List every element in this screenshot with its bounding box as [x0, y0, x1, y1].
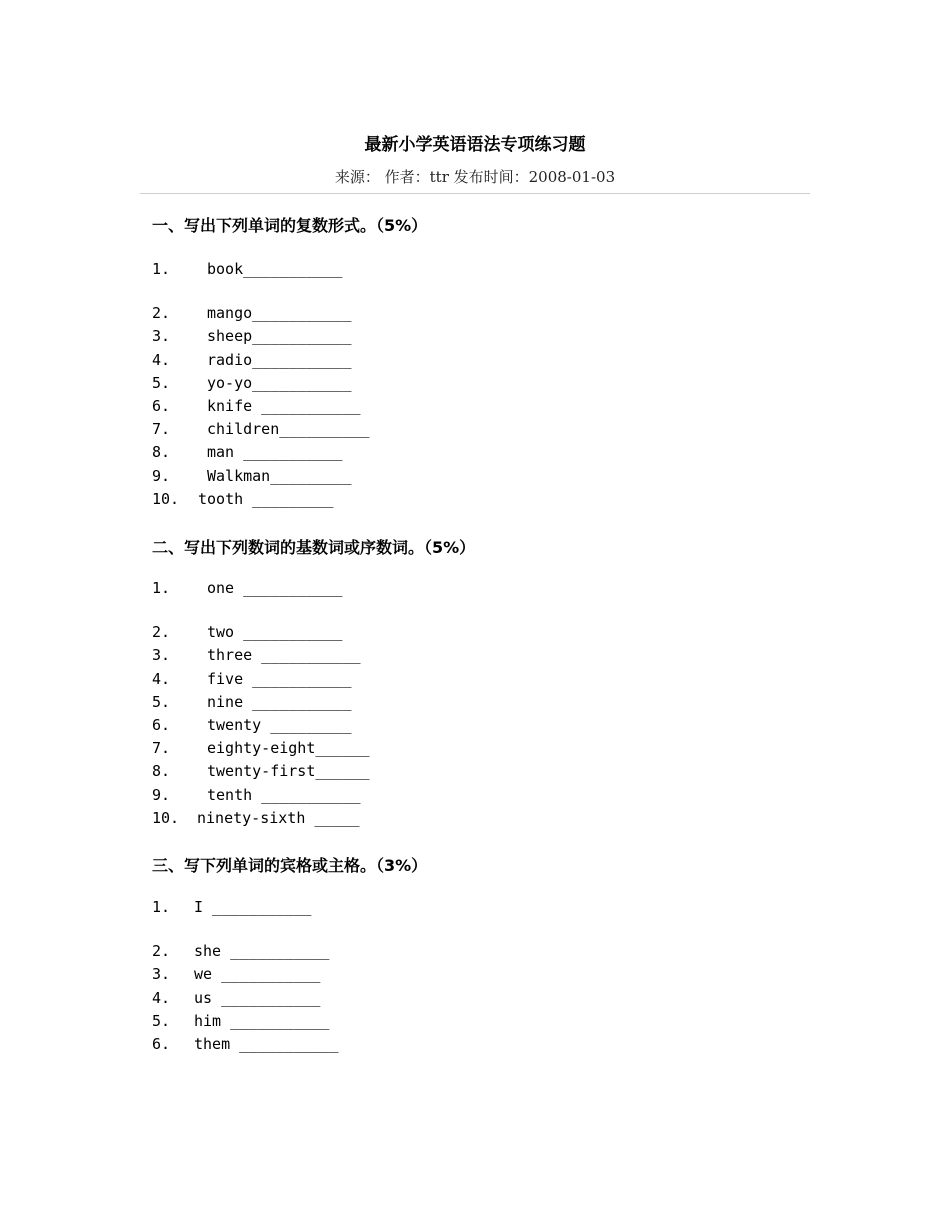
- item-number: 6.: [152, 715, 171, 734]
- item-word: book___________: [207, 260, 343, 278]
- item-number: 1.: [152, 579, 171, 597]
- item-number: 4.: [152, 350, 171, 369]
- item-word: knife ___________: [207, 396, 361, 415]
- item-number: 5.: [152, 1011, 171, 1030]
- item-word: we ___________: [194, 965, 321, 984]
- item-number: 2.: [152, 942, 171, 961]
- item-word: she ___________: [194, 942, 330, 961]
- header-divider: [140, 193, 810, 194]
- item-word: children__________: [207, 420, 370, 439]
- item-number: 4.: [152, 669, 171, 688]
- item-word: twenty-first______: [207, 762, 370, 781]
- item-number: 3.: [152, 327, 171, 346]
- item-number: 3.: [152, 965, 171, 984]
- item-number: 2.: [152, 623, 171, 642]
- item-number: 6.: [152, 1034, 171, 1053]
- item-number: 5.: [152, 692, 171, 711]
- item-word: them ___________: [194, 1034, 339, 1053]
- item-number: 1.: [152, 260, 171, 278]
- item-word: one ___________: [207, 579, 343, 597]
- item-word: nine ___________: [207, 692, 352, 711]
- item-word: him ___________: [194, 1011, 330, 1030]
- item-word: us ___________: [194, 988, 321, 1007]
- item-word: ninety-sixth _____: [197, 808, 360, 827]
- item-word: twenty _________: [207, 715, 352, 734]
- item-word: I ___________: [194, 898, 312, 916]
- item-word: five ___________: [207, 669, 352, 688]
- item-number: 1.: [152, 898, 171, 916]
- item-word: man ___________: [207, 443, 343, 462]
- item-word: tooth _________: [198, 489, 334, 508]
- item-number: 2.: [152, 304, 171, 323]
- item-word: tenth ___________: [207, 785, 361, 804]
- item-number: 8.: [152, 443, 171, 462]
- item-number: 7.: [152, 420, 171, 439]
- item-number: 4.: [152, 988, 171, 1007]
- item-word: two ___________: [207, 623, 343, 642]
- document-meta: 来源： 作者：ttr 发布时间：2008-01-03: [334, 168, 616, 186]
- item-number: 10.: [152, 489, 180, 508]
- item-number: 8.: [152, 762, 171, 781]
- section-1-heading: 一、写出下列单词的复数形式。（5%）: [152, 216, 428, 235]
- item-number: 10.: [152, 808, 180, 827]
- item-number: 6.: [152, 396, 171, 415]
- item-number: 5.: [152, 373, 171, 392]
- item-number: 9.: [152, 785, 171, 804]
- item-word: yo-yo___________: [207, 373, 352, 392]
- item-word: three ___________: [207, 646, 361, 665]
- item-number: 7.: [152, 739, 171, 758]
- item-number: 9.: [152, 466, 171, 485]
- item-word: eighty-eight______: [207, 739, 370, 758]
- item-word: mango___________: [207, 304, 352, 323]
- section-3-heading: 三、写下列单词的宾格或主格。（3%）: [152, 856, 428, 875]
- item-number: 3.: [152, 646, 171, 665]
- section-2-heading: 二、写出下列数词的基数词或序数词。（5%）: [152, 538, 476, 557]
- item-word: radio___________: [207, 350, 352, 369]
- document-title: 最新小学英语语法专项练习题: [364, 135, 586, 155]
- item-word: Walkman_________: [207, 466, 352, 485]
- item-word: sheep___________: [207, 327, 352, 346]
